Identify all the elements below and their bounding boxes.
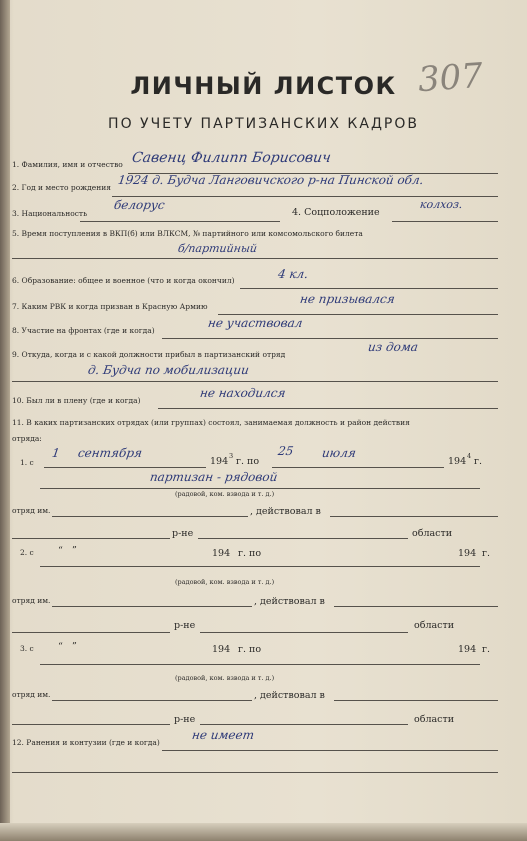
field-4-label: 4. Соцположение [292,207,380,218]
service-2-acted-label: , действовал в [254,596,325,607]
field-9-value-a: из дома [367,340,420,354]
service-1-position-line [40,488,480,489]
service-1-year-end: г. [474,456,482,467]
service-1-to-year-prefix: 194 [448,456,467,467]
field-10-label: 10. Был ли в плену (где и когда) [12,396,141,405]
page-subtitle: ПО УЧЕТУ ПАРТИЗАНСКИХ КАДРОВ [108,116,419,132]
service-1-from-year-prefix: 194 [210,456,229,467]
service-2-open-quote: “ [58,545,63,556]
service-2-to-year: 194 [458,548,477,559]
service-2-position-line [40,566,480,567]
service-1-from-day: 1 [51,446,61,460]
service-1-acted-label: , действовал в [250,506,321,517]
field-1-label: 1. Фамилия, имя и отчество [12,160,123,169]
page-title: ЛИЧНЫЙ ЛИСТОК [130,72,397,100]
service-3-region-line [200,724,408,725]
field-8-value: не участвовал [207,316,304,330]
field-3-line [80,221,280,222]
service-1-position-value: партизан - рядовой [149,470,279,484]
field-10-line [158,408,498,409]
service-2-num: 2. с [20,548,34,557]
service-3-position-hint: (радовой, ком. взвода и т. д.) [175,674,275,682]
field-12-extra-line [12,772,498,773]
service-1-position-hint: (радовой, ком. взвода и т. д.) [175,490,275,498]
field-12-label: 12. Ранения и контузии (где и когда) [12,738,160,747]
field-12-value: не имеет [191,728,256,742]
field-4-line [392,221,498,222]
field-6-value: 4 кл. [277,267,310,281]
field-4-value: колхоз. [419,198,464,211]
field-9-value-b: д. Будча по мобилизации [87,363,250,377]
service-1-to-year-digit: 4 [467,452,472,460]
field-7-value: не призывался [299,292,396,306]
service-3-district-line [12,724,170,725]
service-2-position-hint: (радовой, ком. взвода и т. д.) [175,578,275,586]
service-1-from-line [44,467,206,468]
service-3-position-line [40,664,480,665]
page-bottom-edge [0,823,527,841]
service-2-region-label: области [414,620,455,631]
field-7-line [218,314,498,315]
service-2-region-line [200,632,408,633]
service-2-mid: г. по [238,548,262,559]
field-2-value: 1924 д. Будча Ланговичского р-на Пинской обл. [117,173,425,187]
field-10-value: не находился [199,386,287,400]
field-2-line [112,196,498,197]
service-1-num: 1. с [20,458,34,467]
field-3-label: 3. Национальность [12,209,88,218]
service-3-num: 3. с [20,644,34,653]
service-2-acted-line [334,606,498,607]
service-3-detachment-label: отряд им. [12,690,51,699]
service-1-from-year-digit: 3 [229,452,234,460]
service-2-from-year: 194 [212,548,231,559]
service-3-close-quote: ” [72,641,77,652]
service-1-region-line [198,538,408,539]
field-5-value: б/партийный [177,242,258,255]
field-9-label: 9. Откуда, когда и с какой должности прибыл в партизанский отряд [12,350,286,359]
service-3-acted-line [334,700,498,701]
service-2-detachment-line [52,606,252,607]
service-2-year-end: г. [482,548,490,559]
field-9-line [12,381,498,382]
service-3-district-label: р-не [174,714,196,725]
field-11-label-a: 11. В каких партизанских отрядах (или группах) состоял, занимаемая должность и район действия [12,418,410,427]
field-11-label-b: отряда: [12,434,42,443]
service-2-detachment-label: отряд им. [12,596,51,605]
field-5-label: 5. Время поступления в ВКП(б) или ВЛКСМ, № партийного или комсомольского билета [12,229,363,238]
field-6-label: 6. Образование: общее и военное (что и когда окончил) [12,276,235,285]
service-1-region-label: области [412,528,453,539]
service-3-detachment-line [52,700,252,701]
field-3-value: белорус [113,198,166,212]
field-2-label: 2. Год и место рождения [12,183,111,192]
field-8-line [162,338,498,339]
service-2-district-label: р-не [174,620,196,631]
service-3-year-end: г. [482,644,490,655]
service-1-to-day: 25 [277,444,295,458]
service-1-detachment-label: отряд им. [12,506,51,515]
service-2-close-quote: ” [72,545,77,556]
service-3-open-quote: “ [58,641,63,652]
field-5-line [12,258,498,259]
field-8-label: 8. Участие на фронтах (где и когда) [12,326,155,335]
service-3-from-year: 194 [212,644,231,655]
service-3-acted-label: , действовал в [254,690,325,701]
service-1-from-month: сентября [77,446,143,460]
service-1-district-label: р-не [172,528,194,539]
service-1-acted-line [330,516,498,517]
service-3-region-label: области [414,714,455,725]
service-1-detachment-line [52,516,248,517]
field-1-value: Савенц Филипп Борисович [130,150,332,166]
field-7-label: 7. Каким РВК и когда призван в Красную Армию [12,302,208,311]
service-1-district-line [12,538,170,539]
service-3-to-year: 194 [458,644,477,655]
archive-number: 307 [416,55,485,101]
service-2-district-line [12,632,170,633]
service-1-to-line [272,467,444,468]
service-3-mid: г. по [238,644,262,655]
service-1-to-month: июля [321,446,357,460]
field-12-line [162,750,498,751]
field-6-line [240,288,498,289]
service-1-year-suffix: г. по [236,456,260,467]
